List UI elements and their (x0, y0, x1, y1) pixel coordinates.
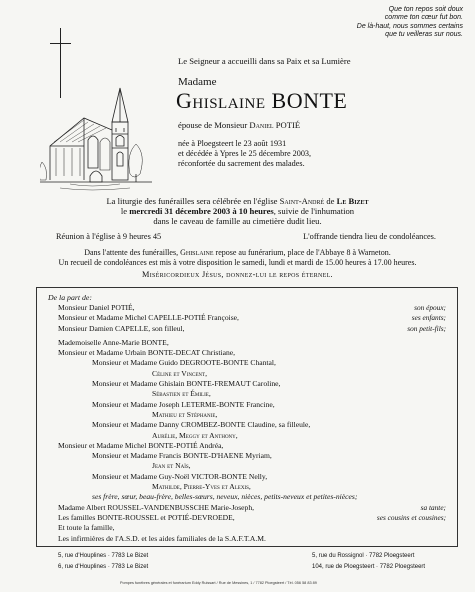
family-member: Monsieur et Madame Danny CROMBEZ-BONTE Claudine, sa filleule, (92, 420, 311, 430)
family-member: Monsieur et Madame Guy-Noël VICTOR-BONTE Nelly, (92, 471, 268, 481)
family-member: Mathieu et Stéphanie, (152, 409, 218, 419)
offering-text: L'offrande tiendra lieu de condoléances. (303, 232, 436, 241)
place-name: Le Bizet (336, 196, 369, 206)
funeral-text: dans le caveau de famille au cimetière dudit lieu. (153, 216, 322, 226)
family-member: Céline et Vincent, (152, 368, 207, 378)
family-line (48, 369, 452, 379)
family-member: Monsieur et Madame Ghislain BONTE-FREMAUT Caroline, (92, 379, 281, 389)
family-line (48, 534, 452, 544)
family-member: Madame Albert ROUSSEL-VANDENBUSSCHE Marie-Joseph, (58, 502, 255, 512)
reunion-row (56, 232, 436, 241)
verse-line: De là-haut, nous sommes certains (356, 22, 463, 30)
deceased-name (176, 88, 347, 114)
family-relation: son époux; (414, 303, 446, 312)
address-left: 6, rue d'Houplines · 7783 Le Bizet (58, 564, 149, 570)
funeral-text: La liturgie des funérailles sera célébrée en l'église (106, 196, 278, 206)
waiting-text: Dans l'attente des funérailles, (84, 248, 179, 257)
family-member: Monsieur et Madame Joseph LETERME-BONTE Francine, (92, 399, 275, 409)
family-line (48, 472, 452, 482)
spouse-prefix: épouse de Monsieur (178, 120, 248, 130)
family-member: Monsieur Damien CAPELLE, son filleul, (58, 323, 185, 333)
family-member: Monsieur et Madame Michel BONTE-POTIÉ Andréa, (58, 440, 224, 450)
verse-line: que tu veilleras sur nous. (385, 30, 463, 38)
family-member: Aurélie, Meggy et Anthony, (152, 430, 238, 440)
family-member: Les familles BONTE-ROUSSEL et POTIÉ-DEVROEDE, (58, 512, 235, 522)
family-member: Jean et Naïs, (152, 461, 191, 471)
waiting-text: repose au funérarium, place de l'Abbaye 8 à Warneton. (215, 248, 391, 257)
family-relation: sa tante; (420, 502, 446, 512)
family-member: Monsieur Daniel POTIÉ, (58, 303, 135, 312)
funeral-text: , suivie de l'inhumation (273, 206, 355, 216)
family-member: ses frère, sœur, beau-frère, belles-sœurs, neveux, nièces, petits-neveux et petites-nièces; (92, 492, 358, 502)
part-de-label: De la part de: (48, 293, 92, 302)
announcement-intro: Le Seigneur a accueilli dans sa Paix et sa Lumière (178, 56, 351, 66)
spouse-first-name: Daniel (249, 120, 274, 130)
church-illustration (40, 84, 152, 192)
deceased-last-name: BONTE (271, 88, 348, 113)
reunion-text: Réunion à l'église à 9 heures 45 (56, 232, 162, 241)
funeral-text: de (326, 196, 335, 206)
verse (323, 6, 463, 39)
family-relation: ses cousins et cousines; (376, 512, 446, 522)
family-relation: ses enfants; (411, 313, 446, 323)
address-left: 5, rue d'Houplines · 7783 Le Bizet (58, 553, 149, 559)
condolence-register-text: Un recueil de condoléances est mis à votre disposition le samedi, lundi et mardi de 15.00 heures à 17.00 heures. (58, 257, 417, 267)
family-line (48, 338, 452, 348)
verse-line: Que ton repos soit doux (388, 6, 463, 13)
family-line (48, 431, 452, 441)
verse-line: comme ton cœur fut bon. (384, 14, 463, 22)
funeral-text: le (120, 206, 128, 216)
prayer: Miséricordieux Jésus, donnez-lui le repos éternel. (142, 270, 333, 279)
spouse-line (178, 120, 300, 130)
church-name: Saint-André (279, 196, 325, 206)
family-relation: son petit-fils; (407, 323, 446, 333)
family-line (48, 410, 452, 420)
family-line (48, 400, 452, 410)
family-member: Monsieur et Madame Guido DEGROOTE-BONTE Chantal, (92, 358, 276, 368)
family-member: Monsieur et Madame Urbain BONTE-DECAT Christiane, (58, 348, 236, 358)
family-line (48, 523, 452, 533)
waiting-name: Ghislaine (180, 248, 214, 257)
address-right: 5, rue du Rossignol · 7782 Ploegsteert (312, 553, 415, 559)
family-line (48, 420, 452, 430)
family-line (48, 313, 452, 323)
family-line (48, 492, 452, 502)
family-member: Sébastien et Émilie, (152, 389, 211, 399)
family-line (48, 482, 452, 492)
funeral-details (20, 196, 455, 226)
bio-line: réconfortée du sacrement des malades. (178, 159, 305, 168)
family-member: Monsieur et Madame Francis BONTE-D'HAENE Myriam, (92, 451, 272, 461)
waiting-notice (20, 248, 455, 267)
family-member: Monsieur et Madame Michel CAPELLE-POTIÉ Françoise, (58, 313, 239, 323)
funeral-date: mercredi 31 décembre 2003 à 10 heures (129, 206, 274, 216)
family-line (48, 324, 452, 334)
family-line (48, 358, 452, 368)
biography (178, 139, 311, 169)
family-line (48, 513, 452, 523)
family-line (48, 461, 452, 471)
family-member: Les infirmières de l'A.S.D. et les aides familiales de la S.A.F.T.A.M. (58, 533, 266, 543)
deceased-first-name: Ghislaine (176, 88, 266, 113)
family-line (48, 441, 452, 451)
bio-line: et décédée à Ypres le 25 décembre 2003, (178, 149, 312, 158)
family-member: Mademoiselle Anne-Marie BONTE, (58, 337, 169, 347)
bio-line: née à Ploegsteert le 23 août 1931 (178, 139, 287, 148)
family-line (48, 303, 452, 313)
family-member: Et toute la famille, (58, 523, 115, 533)
title-madame: Madame (178, 76, 217, 88)
family-list (48, 293, 452, 544)
family-line (48, 348, 452, 358)
family-line (48, 389, 452, 399)
spouse-last-name: POTIÉ (275, 120, 301, 130)
family-member: Mathilde, Pierre-Yves et Alexis, (152, 482, 251, 492)
address-right: 104, rue de Ploegsteert · 7782 Ploegsteert (312, 564, 426, 570)
printer-credit: Pompes funèbres générales et funérarium Eddy Ruissart / Rue de Messines, 1 / 7782 Ploegsteert / Tél. 056 58 83 89 (120, 581, 317, 585)
family-line (48, 451, 452, 461)
family-line (48, 379, 452, 389)
family-line (48, 503, 452, 513)
